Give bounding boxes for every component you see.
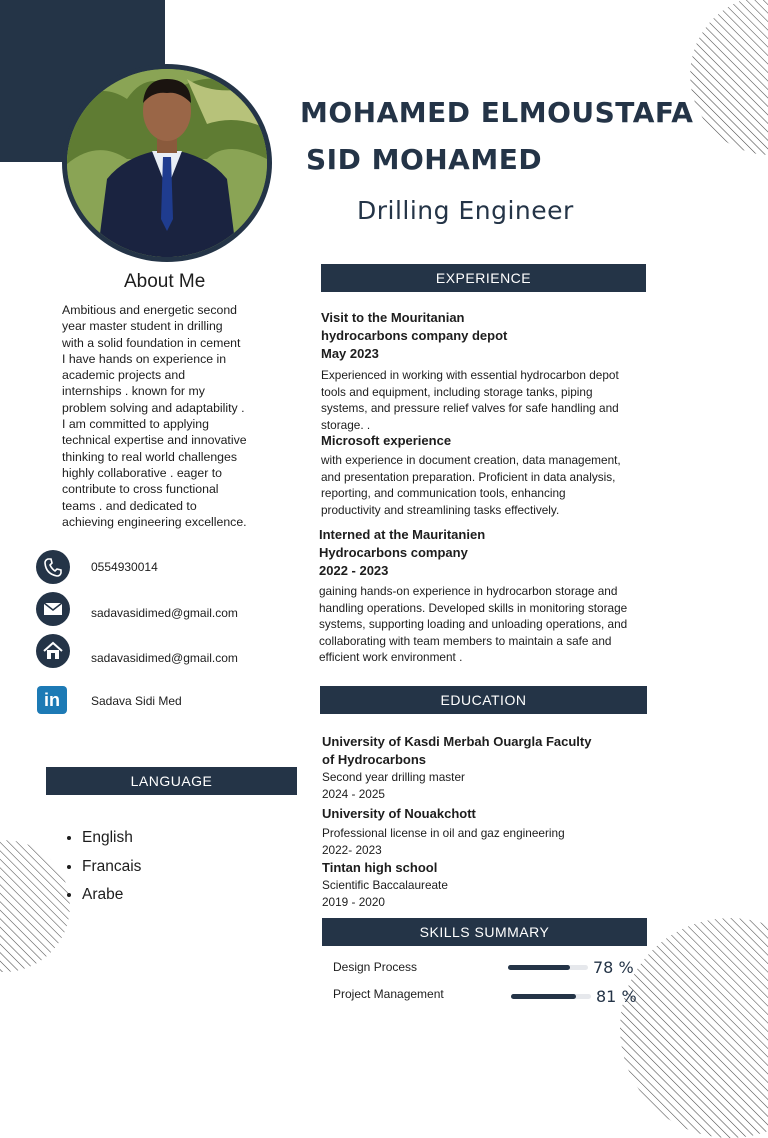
education-title-line: of Hydrocarbons bbox=[322, 752, 427, 767]
hatched-circle-bottom-right bbox=[620, 918, 768, 1138]
education-date: 2024 - 2025 bbox=[322, 786, 385, 801]
education-entry bbox=[322, 733, 682, 802]
about-line: thinking to real world challenges bbox=[62, 449, 237, 464]
education-text-line: Second year drilling master bbox=[322, 770, 465, 784]
experience-heading: EXPERIENCE bbox=[321, 264, 646, 292]
education-date: 2022- 2023 bbox=[322, 842, 382, 857]
home-icon bbox=[36, 634, 70, 668]
experience-text-line: productivity and streamlining tasks effectively. bbox=[321, 502, 560, 517]
phone-number[interactable]: 0554930014 bbox=[91, 560, 158, 574]
about-heading: About Me bbox=[124, 271, 206, 292]
email-link[interactable]: sadavasidimed@gmail.com bbox=[91, 606, 238, 620]
profile-photo bbox=[67, 69, 267, 257]
experience-title-line: Hydrocarbons company bbox=[319, 545, 468, 560]
about-line: highly collaborative . eager to bbox=[62, 465, 222, 480]
experience-text-line: tools and equipment, including storage tanks, piping bbox=[321, 384, 593, 399]
about-line: internships . known for my bbox=[62, 384, 205, 399]
experience-text-line: storage. . bbox=[321, 417, 371, 432]
name-line-2: SID MOHAMED bbox=[306, 143, 543, 176]
experience-date: May 2023 bbox=[321, 346, 379, 361]
skill-level-bar bbox=[508, 965, 570, 970]
education-title-line: University of Kasdi Merbah Ouargla Faculty bbox=[322, 734, 592, 749]
language-list bbox=[62, 824, 141, 910]
experience-entry bbox=[321, 309, 691, 433]
skill-label: Project Management bbox=[333, 987, 444, 1001]
about-line: year master student in drilling bbox=[62, 319, 223, 334]
experience-text-line: reporting, and communication tools, enhancing bbox=[321, 486, 566, 500]
education-text-line: Scientific Baccalaureate bbox=[322, 878, 448, 892]
skill-track bbox=[511, 994, 591, 999]
experience-title-line: hydrocarbons company depot bbox=[321, 328, 508, 343]
experience-text-line: with experience in document creation, data management, bbox=[321, 453, 621, 467]
experience-text-line: Experienced in working with essential hydrocarbon depot bbox=[321, 368, 619, 382]
about-line: teams . and dedicated to bbox=[62, 498, 197, 513]
education-date: 2019 - 2020 bbox=[322, 894, 385, 909]
skills-heading: SKILLS SUMMARY bbox=[322, 918, 647, 946]
experience-date: 2022 - 2023 bbox=[319, 563, 389, 578]
about-line: I have hands on experience in bbox=[62, 351, 227, 366]
education-entry bbox=[322, 805, 682, 858]
linkedin-icon: in bbox=[37, 686, 67, 714]
skill-percent: 81 % bbox=[596, 987, 637, 1006]
job-title: Drilling Engineer bbox=[357, 196, 574, 225]
about-line: academic projects and bbox=[62, 368, 186, 383]
about-line: contribute to cross functional bbox=[62, 482, 219, 497]
skill-label: Design Process bbox=[333, 960, 418, 974]
hatched-circle-top-right bbox=[690, 0, 768, 155]
hatched-circle-bottom-left bbox=[0, 840, 70, 972]
language-item: • Francais bbox=[82, 853, 141, 882]
education-title-line: Tintan high school bbox=[322, 860, 438, 875]
experience-title-line: Microsoft experience bbox=[321, 433, 452, 448]
experience-text-line: efficient work environment . bbox=[319, 650, 463, 664]
education-title-line: University of Nouakchott bbox=[322, 806, 476, 821]
about-line: I am committed to applying bbox=[62, 417, 209, 432]
experience-text-line: gaining hands-on experience in hydrocarbon storage and bbox=[319, 584, 618, 598]
education-text-line: Professional license in oil and gaz engineering bbox=[322, 826, 565, 840]
about-line: Ambitious and energetic second bbox=[62, 303, 237, 317]
education-heading: EDUCATION bbox=[320, 686, 647, 714]
experience-title-line: Visit to the Mouritanian bbox=[321, 310, 465, 325]
experience-text-line: collaborating with team members to maintain a safe and bbox=[319, 633, 612, 648]
phone-icon bbox=[36, 550, 70, 584]
linkedin-link[interactable]: Sadava Sidi Med bbox=[91, 694, 182, 708]
skill-track bbox=[508, 965, 588, 970]
education-entry bbox=[322, 859, 682, 910]
about-line: with a solid foundation in cement bbox=[62, 335, 241, 350]
experience-entry bbox=[321, 432, 691, 518]
skill-level-bar bbox=[511, 994, 576, 999]
language-heading: LANGUAGE bbox=[46, 767, 297, 795]
experience-text-line: systems, supporting loading and unloading operations, and bbox=[319, 617, 628, 631]
experience-text-line: handling operations. Developed skills in monitoring storage bbox=[319, 600, 628, 615]
person-portrait-icon bbox=[67, 69, 267, 257]
skill-percent: 78 % bbox=[593, 958, 634, 977]
about-line: problem solving and adaptability . bbox=[62, 400, 245, 415]
experience-title-line: Interned at the Mauritanien bbox=[319, 527, 486, 542]
about-line: achieving engineering excellence. bbox=[62, 514, 247, 529]
experience-entry bbox=[319, 526, 691, 666]
experience-text-line: systems, and pressure relief valves for safe handling and bbox=[321, 401, 619, 415]
name-line-1: MOHAMED ELMOUSTAFA bbox=[300, 96, 694, 129]
language-item: • Arabe bbox=[82, 881, 141, 910]
experience-text-line: and presentation preparation. Proficient in data analysis, bbox=[321, 469, 616, 484]
about-line: technical expertise and innovative bbox=[62, 433, 247, 448]
address-text: sadavasidimed@gmail.com bbox=[91, 651, 238, 665]
language-item: • English bbox=[82, 824, 141, 853]
about-text bbox=[62, 302, 290, 530]
envelope-icon bbox=[36, 592, 70, 626]
